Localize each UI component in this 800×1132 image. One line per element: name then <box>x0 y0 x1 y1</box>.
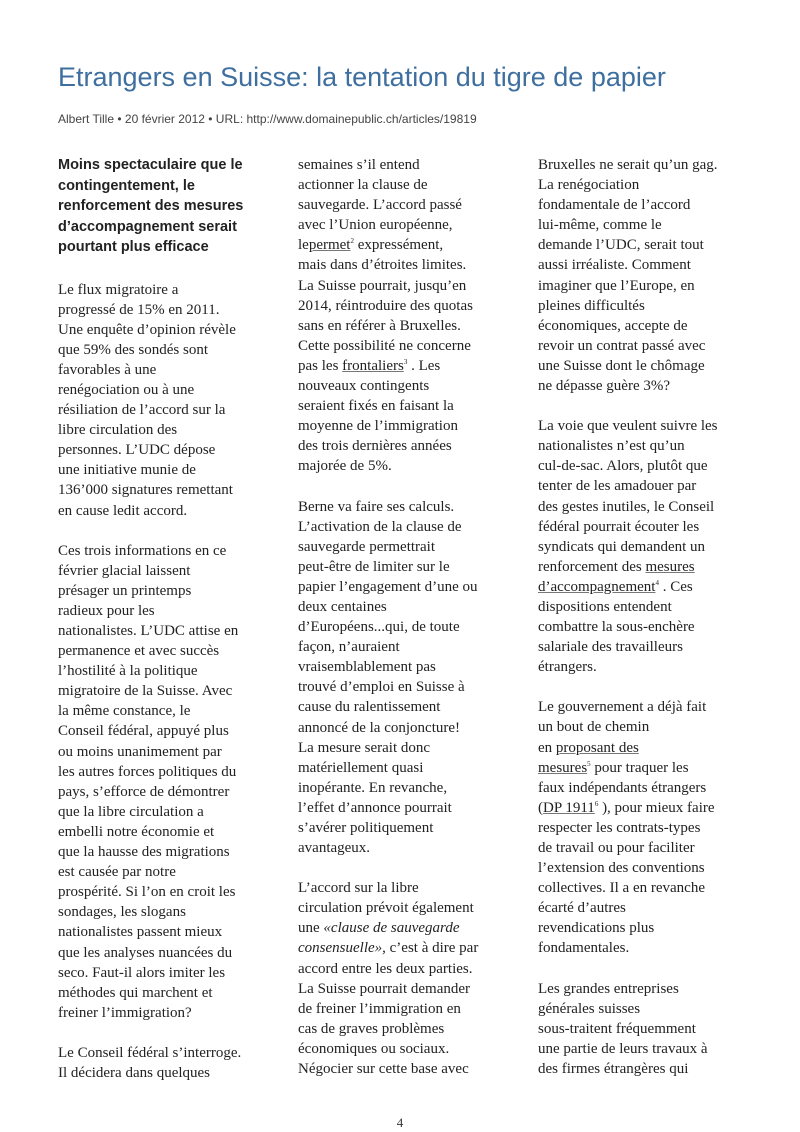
paragraph <box>298 155 516 477</box>
text-line: contingentement, le <box>58 177 195 194</box>
text-line: Une enquête d’opinion révèle <box>58 321 236 338</box>
text-line: inopérante. En revanche, <box>298 779 448 796</box>
text-line: mesures$^5$ pour traquer les <box>538 759 689 776</box>
paragraph <box>538 697 756 958</box>
text-line: deux centaines <box>298 598 387 615</box>
text-line: imaginer que l’Europe, en <box>538 277 695 294</box>
text-line: nationalistes. L’UDC attise en <box>58 623 239 639</box>
footnote-marker: 6 <box>594 799 599 808</box>
text-line: collectives. Il a en revanche <box>538 880 705 897</box>
text-line: pays, s’efforce de démontrer <box>58 783 230 800</box>
text-line: de freiner l’immigration en <box>298 1000 461 1017</box>
text-line: des trois dernières années <box>298 438 452 455</box>
text-line: Conseil fédéral, appuyé plus <box>58 723 229 740</box>
text-line: que 59% des sondés sont <box>58 341 208 358</box>
text-line: respecter les contrats-types <box>538 819 701 836</box>
text-line: résiliation de l’accord sur la <box>58 402 226 419</box>
text-line: dispositions entendent <box>538 598 672 615</box>
text-line: La mesure serait donc <box>298 739 431 756</box>
text-line: majorée de 5%. <box>298 458 392 475</box>
text-line: La voie que veulent suivre les <box>538 418 718 435</box>
text-line: sauvegarde permettrait <box>298 538 436 555</box>
quote-italic: consensuelle» <box>298 940 383 957</box>
text-line: syndicats qui demandent un <box>538 538 706 555</box>
text-line: aussi irréaliste. Comment <box>538 257 691 274</box>
text-line: méthodes qui marchent et <box>58 984 213 1001</box>
text-line: fondamentale de l’accord <box>538 197 691 214</box>
text-line: L’activation de la clause de <box>298 518 462 535</box>
text-line: La Suisse pourrait, jusqu’en <box>298 277 467 294</box>
text-line: un bout de chemin <box>538 719 650 736</box>
footnote-marker: 4 <box>655 578 659 587</box>
text-line: accord entre les deux parties. <box>298 960 473 977</box>
text-line: Le Conseil fédéral s’interroge. <box>58 1044 242 1061</box>
text-line: pleines difficultés <box>538 297 645 314</box>
text-line: Il décidera dans quelques <box>58 1064 211 1081</box>
text-line: Les grandes entreprises <box>538 980 679 997</box>
text-line: d’accompagnement serait <box>58 218 237 235</box>
text-line: (DP 1911$^6$ ), pour mieux faire <box>538 799 715 816</box>
text-line: des gestes inutiles, le Conseil <box>538 498 715 515</box>
text-line: prospérité. Si l’on en croit les <box>58 884 236 901</box>
text-line: une partie de leurs travaux à <box>538 1040 708 1057</box>
text-line: vraisemblablement pas <box>298 659 436 676</box>
quote-italic: «clause de sauvegarde <box>323 920 460 937</box>
paragraph <box>538 416 756 677</box>
text-line: une Suisse dont le chômage <box>538 357 705 374</box>
text-line: que la libre circulation a <box>58 803 204 820</box>
text-line: février glacial laissent <box>58 562 191 579</box>
text-line: 2014, réintroduire des quotas <box>298 297 473 314</box>
text-line: une initiative munie de <box>58 462 196 479</box>
text-line: de travail ou pour faciliter <box>538 840 695 856</box>
link-dp-1911[interactable]: DP 1911 <box>543 799 595 816</box>
text-line: revoir un contrat passé avec <box>538 337 706 354</box>
text-line: sondages, les slogans <box>58 904 186 921</box>
text-line: trouvé d’emploi en Suisse à <box>298 679 465 696</box>
text-line: annoncé de la conjoncture! <box>298 719 461 736</box>
text-line: l’hostilité à la politique <box>58 663 198 680</box>
text-line: avec l’Union européenne, <box>298 217 453 234</box>
paragraph <box>58 541 276 1023</box>
text-line: façon, n’auraient <box>298 639 400 656</box>
text-line: nouveaux contingents <box>298 378 430 395</box>
text-line: salariale des travailleurs <box>538 639 683 656</box>
text-line: lepermet$^2$ expressément, <box>298 237 444 254</box>
text-line: freiner l’immigration? <box>58 1004 192 1021</box>
text-line: Moins spectaculaire que le <box>58 157 243 173</box>
lead-paragraph <box>58 155 276 258</box>
text-line: économiques, accepte de <box>538 317 688 334</box>
column-2 <box>298 155 516 1099</box>
text-line: consensuelle», c’est à dire par <box>298 940 479 957</box>
text-line: cause du ralentissement <box>298 699 441 716</box>
text-line: mais dans d’étroites limites. <box>298 257 467 274</box>
text-line: en cause ledit accord. <box>58 502 188 519</box>
text-line: est causée par notre <box>58 864 176 881</box>
text-line: sans en référer à Bruxelles. <box>298 317 461 334</box>
text-line: renforcement des mesures <box>58 198 244 214</box>
text-line: embelli notre économie et <box>58 823 215 840</box>
paragraph <box>538 979 756 1079</box>
text-line: faux indépendants étrangers <box>538 779 707 796</box>
text-line: tenter de les amadouer par <box>538 478 697 495</box>
text-line: papier l’engagement d’une ou <box>298 578 478 595</box>
link-mesures-accompagnement-cont[interactable]: d’accompagnement <box>538 578 656 595</box>
footnote-marker: 2 <box>350 237 354 246</box>
text-line: Le flux migratoire a <box>58 281 179 298</box>
text-line: 136’000 signatures remettant <box>58 482 233 499</box>
column-1 <box>58 155 276 1103</box>
article-byline: Albert Tille • 20 février 2012 • URL: http://www.domainepublic.ch/articles/19819 <box>58 112 477 126</box>
text-line: ne dépasse guère 3%? <box>538 378 671 395</box>
text-line: d’Européens...qui, de toute <box>298 619 460 636</box>
text-line: libre circulation des <box>58 422 178 439</box>
text-line: permanence et avec succès <box>58 643 220 660</box>
text-line: écarté d’autres <box>538 900 626 917</box>
text-line: étrangers. <box>538 659 597 676</box>
article-title: Etrangers en Suisse: la tentation du tigre de papier <box>58 62 666 92</box>
text-line: économiques ou sociaux. <box>298 1040 450 1057</box>
text-line: nationalistes n’est qu’un <box>538 438 685 455</box>
text-line: peut-être de limiter sur le <box>298 558 450 575</box>
paragraph <box>298 878 516 1079</box>
text-line: avantageux. <box>298 840 371 857</box>
text-line: renégociation ou à une <box>58 381 195 398</box>
text-line: des firmes étrangères qui <box>538 1060 689 1077</box>
text-line: sauvegarde. L’accord passé <box>298 197 462 214</box>
text-line: nationalistes passent mieux <box>58 924 223 941</box>
text-line: les autres forces politiques du <box>58 763 237 780</box>
text-line: sous-traitent fréquemment <box>538 1020 696 1037</box>
text-line: personnes. L’UDC dépose <box>58 442 216 459</box>
link-mesures-accompagnement[interactable]: mesures <box>645 558 695 575</box>
footnote-marker: 3 <box>403 357 408 366</box>
page-number: 4 <box>396 1115 404 1130</box>
text-line: L’accord sur la libre <box>298 880 419 897</box>
text-line: Bruxelles ne serait qu’un gag. <box>538 157 718 173</box>
text-line: favorables à une <box>58 361 157 378</box>
text-line: lui-même, comme le <box>538 217 662 234</box>
link-proposant-mesures-cont[interactable]: mesures <box>538 759 588 776</box>
footnote-marker: 5 <box>587 759 591 768</box>
text-line: Le gouvernement a déjà fait <box>538 699 707 716</box>
text-line: Berne va faire ses calculs. <box>298 498 455 515</box>
text-line: d’accompagnement$^4$ . Ces <box>538 578 693 595</box>
text-line: semaines s’il entend <box>298 157 420 173</box>
text-line: Ces trois informations en ce <box>58 542 227 559</box>
text-line: La Suisse pourrait demander <box>298 980 471 997</box>
text-line: actionner la clause de <box>298 177 428 194</box>
link-proposant-mesures[interactable]: proposant des <box>555 739 639 756</box>
text-line: fondamentales. <box>538 940 630 957</box>
text-line: que la hausse des migrations <box>58 844 230 861</box>
text-line: seraient fixés en faisant la <box>298 398 454 415</box>
text-line: fédéral pourrait écouter les <box>538 518 700 535</box>
text-line: en proposant des <box>538 739 639 756</box>
text-line: matériellement quasi <box>298 759 424 776</box>
text-line: présager un printemps <box>58 582 192 599</box>
text-line: circulation prévoit également <box>298 900 474 917</box>
paragraph <box>298 497 516 859</box>
text-line: Cette possibilité ne concerne <box>298 337 471 354</box>
paragraph <box>538 155 756 396</box>
link-permet[interactable]: permet <box>308 237 351 254</box>
paragraph <box>58 1043 276 1083</box>
text-line: s’avérer politiquement <box>298 820 434 836</box>
text-line: seco. Faut-il alors imiter les <box>58 964 226 981</box>
link-frontaliers[interactable]: frontaliers <box>342 357 404 374</box>
text-line: combattre la sous-enchère <box>538 619 695 636</box>
text-line: pas les frontaliers$^3$ . Les <box>298 357 441 374</box>
text-line: renforcement des mesures <box>538 558 695 575</box>
text-line: que les analyses nuancées du <box>58 944 233 961</box>
text-line: pourtant plus efficace <box>58 239 209 255</box>
text-line: progressé de 15% en 2011. <box>58 301 220 318</box>
text-line: l’effet d’annonce pourrait <box>298 799 452 816</box>
text-line: cul-de-sac. Alors, plutôt que <box>538 458 708 475</box>
text-line: cas de graves problèmes <box>298 1020 445 1037</box>
text-line: radieux pour les <box>58 602 155 619</box>
text-line: générales suisses <box>538 1000 641 1017</box>
text-line: la même constance, le <box>58 703 191 720</box>
text-line: une «clause de sauvegarde <box>298 920 460 937</box>
text-line: Négocier sur cette base avec <box>298 1061 469 1078</box>
text-line: l’extension des conventions <box>538 860 705 877</box>
column-3 <box>538 155 756 1099</box>
text-line: ou moins unanimement par <box>58 743 222 760</box>
text-line: La renégociation <box>538 177 640 194</box>
paragraph <box>58 280 276 521</box>
text-line: demande l’UDC, serait tout <box>538 237 704 254</box>
text-line: migratoire de la Suisse. Avec <box>58 683 233 700</box>
text-line: revendications plus <box>538 920 655 937</box>
text-line: moyenne de l’immigration <box>298 418 458 435</box>
